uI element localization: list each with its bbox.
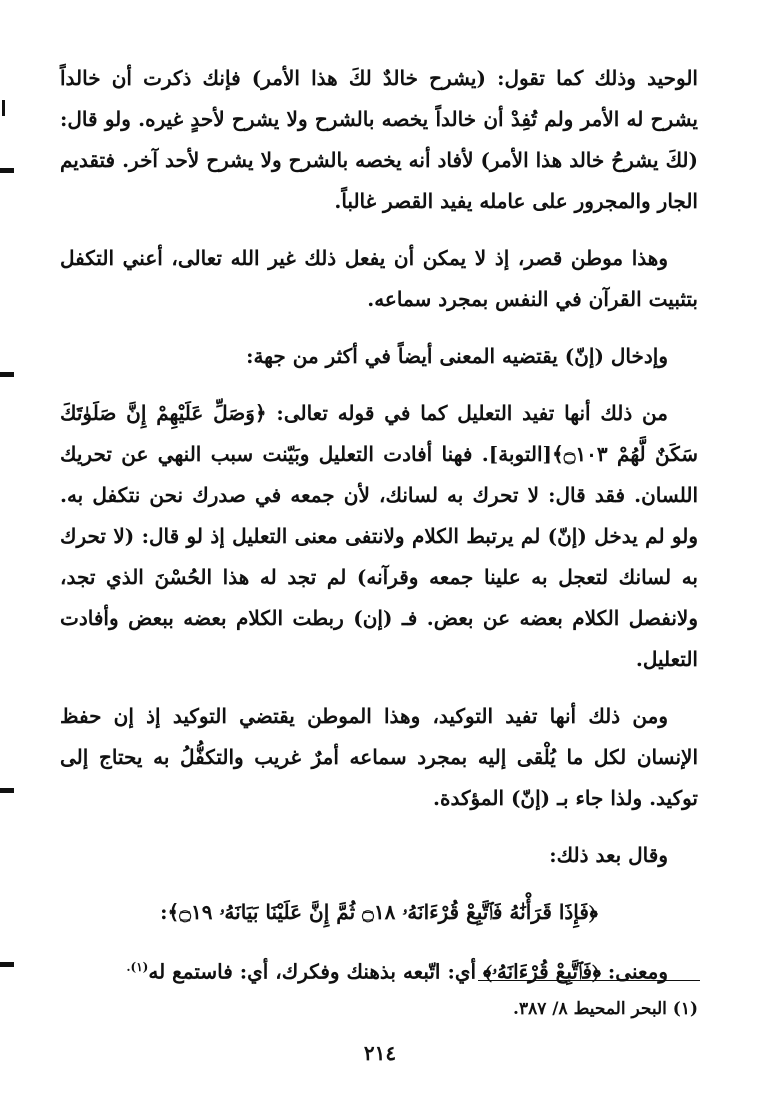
footnote-separator xyxy=(478,980,700,981)
paragraph: وهذا موطن قصر، إذ لا يمكن أن يفعل ذلك غير الله تعالى، أعني التكفل بتثبيت القرآن في النفس بمجرد سماعه. xyxy=(60,246,698,311)
quran-verse: ﴿فَإِذَا قَرَأْنَٰهُ فَٱتَّبِعْ قُرْءَانَهُۥ ۝١٨ ثُمَّ إِنَّ عَلَيْنَا بَيَانَهُۥ ۝١٩﴾: xyxy=(160,900,598,924)
binding-mark xyxy=(2,100,5,116)
page-number: ٢١٤ xyxy=(363,1041,397,1065)
paragraph: من ذلك أنها تفيد التعليل كما في قوله تعالى: ﴿وَصَلِّ عَلَيْهِمْ إِنَّ صَلَوٰتَكَ سَكَنٌ لَّهُمْ ۝١٠٣﴾[التوبة]. فهنا أفادت التعليل وبَيّنت سبب النهي عن تحريك اللسان. فقد قال: لا تحرك به لسانك، لأن جمعه في صدرك نحن نتكفل به. ولو لم يدخل (إنّ) لم يرتبط الكلام ولانتفى معنى التعليل إذ لو قال: (لا تحرك به لسانك لتعجل به علينا جمعه وقرآنه) لم تجد له هذا الحُسْنَ الذي تجد، ولانفصل الكلام بعضه عن بعض. فـ (إن) ربطت الكلام بعضه ببعض وأفادت التعليل. xyxy=(60,401,698,671)
margin-mark xyxy=(0,372,14,377)
footnote-reference: (١). xyxy=(126,960,149,974)
paragraph: الوحيد وذلك كما تقول: (يشرح خالدٌ لكَ هذا الأمر) فإنك ذكرت أن خالداً يشرح له الأمر ولم تُفِدْ أن خالداً يخصه بالشرح ولا يشرح لأحدٍ غيره. ولو قال: (لكَ يشرحُ خالد هذا الأمر) لأفاد أنه يخصه بالشرح ولا يشرح لأحد آخر. فتقديم الجار والمجرور على عامله يفيد القصر غالباً. xyxy=(60,66,698,213)
paragraph: وقال بعد ذلك: xyxy=(549,843,668,867)
margin-mark xyxy=(0,962,14,967)
paragraph: وإدخال (إنّ) يقتضيه المعنى أيضاً في أكثر من جهة: xyxy=(246,344,668,368)
paragraph-final xyxy=(60,947,698,993)
paragraph: ومن ذلك أنها تفيد التوكيد، وهذا الموطن يقتضي التوكيد إذ إن حفظ الإنسان لكل ما يُلْقى إليه بمجرد سماعه أمرٌ غريب والتكفُّلُ به يحتاج إلى توكيد. ولذا جاء بـ (إنّ) المؤكدة. xyxy=(60,704,698,810)
margin-mark xyxy=(0,168,14,173)
footnote: (١) البحر المحيط ٨/ ٣٨٧. xyxy=(513,999,698,1019)
paragraph-final-text: ومعنى: ﴿فَٱتَّبِعْ قُرْءَانَهُۥ﴾ أي: اتّبعه بذهنك وفكرك، أي: فاستمع له xyxy=(148,959,668,984)
main-text xyxy=(60,58,698,1009)
margin-mark xyxy=(0,788,14,793)
